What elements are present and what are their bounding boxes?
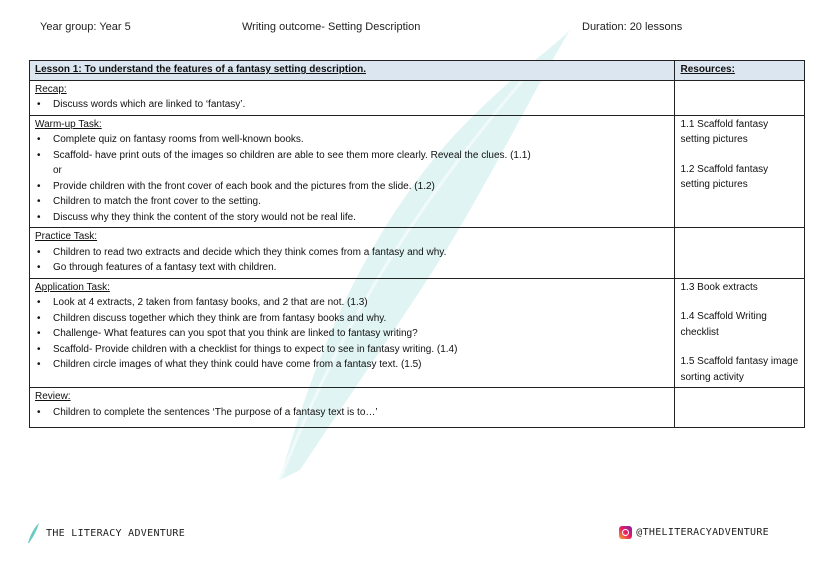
- list-item: • Children to match the front cover to the setting.: [53, 194, 669, 210]
- list-item: • Challenge- What features can you spot that you think are linked to fantasy writing?: [53, 326, 669, 342]
- list-item: • Look at 4 extracts, 2 taken from fantasy books, and 2 that are not. (1.3): [53, 295, 669, 311]
- resource-item: 1.5 Scaffold fantasy image sorting activity: [680, 356, 799, 383]
- list-item: • Children to read two extracts and decide which they think comes from a fantasy and why.: [53, 245, 669, 261]
- lesson-title: Lesson 1: To understand the features of a fantasy setting description.: [30, 61, 675, 81]
- list-item: • Go through features of a fantasy text with children.: [53, 260, 669, 276]
- resource-item: 1.2 Scaffold fantasy setting pictures: [680, 163, 769, 190]
- application-row: [30, 278, 805, 388]
- recap-title: Recap:: [35, 83, 67, 95]
- list-item: • Complete quiz on fantasy rooms from well-known books.: [53, 132, 669, 148]
- instagram-handle: @THELITERACYADVENTURE: [636, 527, 769, 538]
- list-item: • Discuss words which are linked to ‘fantasy’.: [53, 97, 669, 113]
- instagram-icon: [619, 526, 632, 539]
- list-item: • Scaffold- Provide children with a checklist for things to expect to see in fantasy writing. (1.4): [53, 342, 669, 358]
- list-item: • Children discuss together which they think are from fantasy books and why.: [53, 311, 669, 327]
- footer-social: [619, 526, 769, 539]
- resources-title: Resources:: [675, 61, 805, 81]
- list-item: • Scaffold- have print outs of the images so children are able to see them more clearly. Reveal the clues. (1.1): [53, 148, 669, 164]
- application-title: Application Task:: [35, 281, 110, 293]
- list-item: • Provide children with the front cover of each book and the pictures from the slide. (1.2): [53, 179, 669, 195]
- review-title: Review:: [35, 391, 71, 402]
- lesson-plan-table: [29, 60, 805, 428]
- warmup-title: Warm-up Task:: [35, 118, 102, 130]
- year-group: Year group: Year 5: [40, 21, 131, 33]
- writing-outcome: Writing outcome- Setting Description: [242, 21, 421, 33]
- footer-brand: [26, 522, 185, 544]
- list-item: • Discuss why they think the content of the story would not be real life.: [53, 210, 669, 226]
- list-item: • Children to complete the sentences ‘The purpose of a fantasy text is to…’: [53, 405, 669, 421]
- list-item: or: [53, 165, 62, 176]
- table-header-row: [30, 61, 805, 81]
- list-item: • Children circle images of what they think could have come from a fantasy text. (1.5): [53, 357, 669, 373]
- practice-title: Practice Task:: [35, 231, 98, 242]
- feather-logo-icon: [26, 522, 40, 544]
- resource-item: 1.4 Scaffold Writing checklist: [680, 311, 767, 338]
- review-row: [30, 388, 805, 428]
- recap-row: [30, 80, 805, 115]
- duration: Duration: 20 lessons: [582, 21, 683, 33]
- warmup-row: [30, 115, 805, 228]
- brand-name: THE LITERACY ADVENTURE: [46, 527, 186, 539]
- practice-row: [30, 228, 805, 279]
- resource-item: 1.3 Book extracts: [680, 281, 758, 293]
- resource-item: 1.1 Scaffold fantasy setting pictures: [680, 118, 769, 145]
